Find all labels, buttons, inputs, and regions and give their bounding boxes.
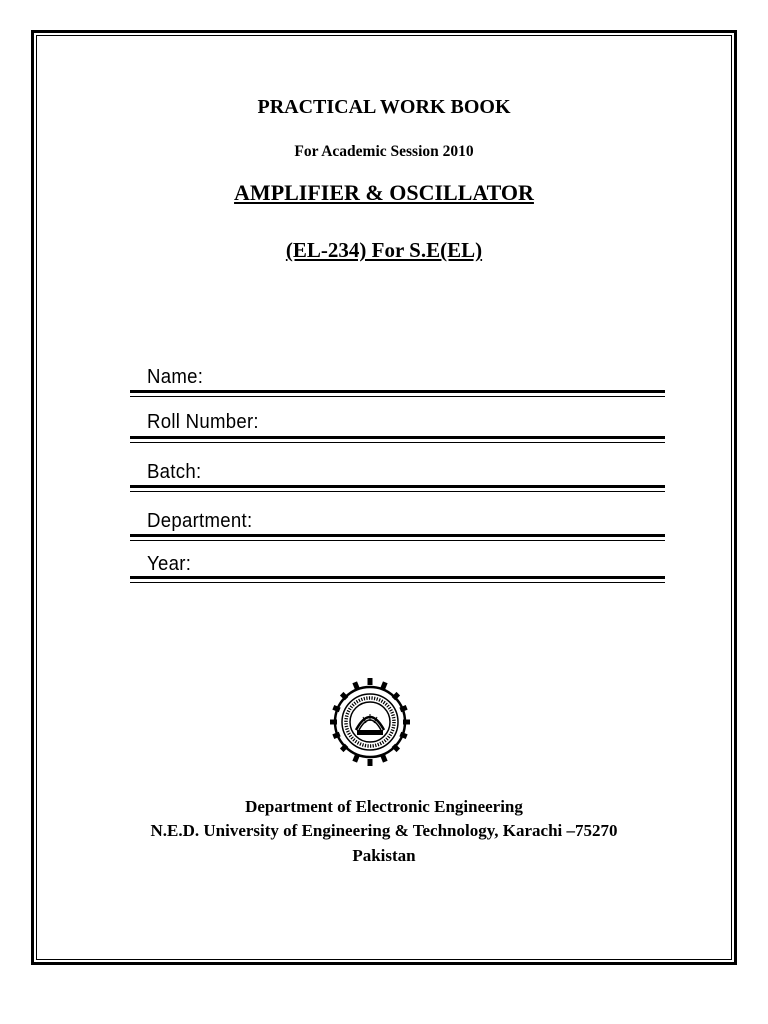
field-label-roll-number: Roll Number:: [147, 411, 259, 433]
field-line-name-thin: [130, 396, 665, 397]
university-name: N.E.D. University of Engineering & Technology, Karachi –75270: [150, 821, 618, 840]
subject-title: AMPLIFIER & OSCILLATOR: [234, 180, 534, 205]
field-label-name: Name:: [147, 366, 204, 388]
field-line-roll-number-thin: [130, 442, 665, 443]
field-label-batch: Batch:: [147, 461, 202, 483]
field-line-year: [130, 576, 665, 579]
field-line-name: [130, 390, 665, 393]
workbook-title: PRACTICAL WORK BOOK: [257, 96, 511, 118]
course-code: (EL-234) For S.E(EL): [285, 238, 483, 262]
department-name: Department of Electronic Engineering: [245, 797, 523, 816]
field-line-year-thin: [130, 582, 665, 583]
university-seal-icon: [328, 674, 412, 770]
field-label-year: Year:: [147, 553, 192, 575]
academic-session: For Academic Session 2010: [294, 143, 474, 160]
country-name: Pakistan: [352, 846, 416, 865]
field-label-department: Department:: [147, 510, 253, 532]
field-line-roll-number: [130, 436, 665, 439]
field-line-department: [130, 534, 665, 537]
field-line-batch-thin: [130, 491, 665, 492]
field-line-department-thin: [130, 540, 665, 541]
field-line-batch: [130, 485, 665, 488]
